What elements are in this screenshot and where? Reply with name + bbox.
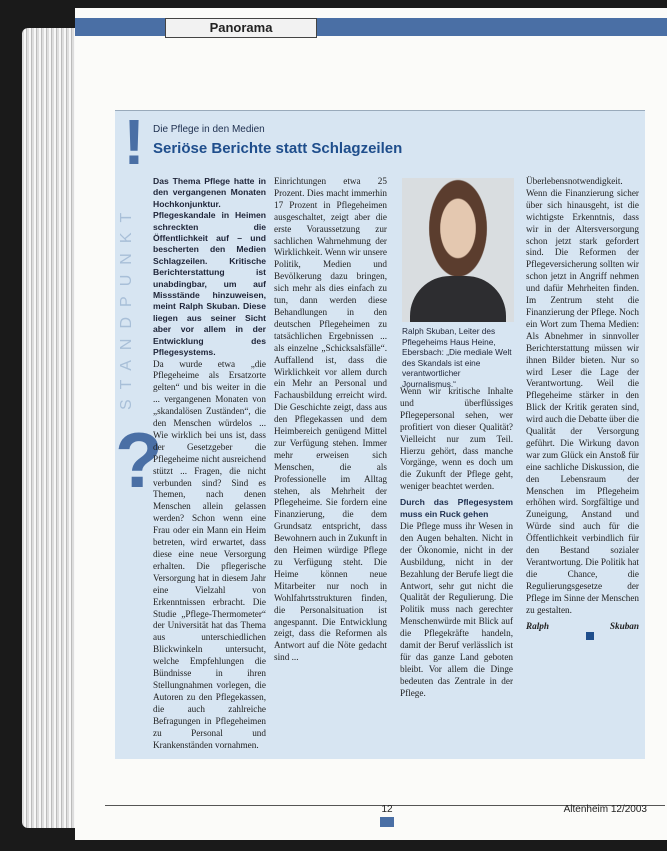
article-column-3 [400, 386, 513, 744]
page-number-tab [380, 817, 394, 827]
article-kicker: Die Pflege in den Medien [153, 124, 265, 135]
article-headline: Seriöse Berichte statt Schlagzeilen [153, 140, 403, 157]
author-photo-shirt [410, 276, 506, 322]
end-of-article-icon [586, 632, 594, 640]
article-author: Ralph Skuban [526, 620, 639, 631]
question-icon: ? [115, 416, 163, 504]
section-label: Panorama [165, 18, 317, 38]
article-body-4: Überlebensnotwendigkeit. Wenn die Finanzierung sicher über sich hinausgeht, ist die wichtigste Erkenntnis, dass wir in der Altersversorgung schon jetzt stark gefordert sind. Die Reformen der Pflegeversicherung sollten wir schon jetzt in Angriff nehmen und dafür Mehrheiten finden. Im Zentrum steht die Finanzierung der Pflege. Noch ein Wort zum Thema Medien: Als Abnehmer in sinnvoller Berichterstattung müssen wir ihnen Bilder bieten. Nur so wird Leser die Lage der Verantwortung. Weil die Pflegeheime stärker in den Blick der Kritik geraten sind, wird auch die Debatte über die Qualität der Versorgung geführt. Die Wirkung davon war zum Glück ein Anstoß für eine sachliche Diskussion, die den Lebensraum der Menschen im Pflegeheim erhöhen wird. Sorgfältige und Zuneigung, Anstand und Würde sind auch für die Öffentlichkeit verbindlich für den Bestand sozialer Verantwortung. Die Politik hat die Chance, die Regulierungsgesetze der Pflege im Sinne der Menschen zu gestalten. [526, 176, 640, 615]
magazine-issue: Altenheim 12/2003 [563, 804, 647, 815]
photo-caption: Ralph Skuban, Leiter des Pflegeheims Haus Heine, Ebersbach: „Die mediale Welt des Skandals ist eine verantwortlicher Journalismus.“ [402, 326, 512, 389]
article-column-4 [526, 176, 639, 744]
standpunkt-vertical-label: STANDPUNKT [118, 202, 135, 410]
exclamation-icon: ! [123, 106, 145, 178]
book-page-stack [22, 28, 82, 828]
author-photo [402, 178, 514, 322]
article-body-1: Da wurde etwa „die Pflegeheime als Ersatzorte gelten“ und bis weiter in die ... vergangenen Monaten von „skandalösen Zuständen“, die den Menschen würdelos ... Wie wirklich bei uns ist, dass der Gesetzgeber die Pflegeheime nicht ausreichend stützt ... Fragen, die nicht verbunden sind? Sind es Themen, nach denen Menschen allein gelassen werden? Schon wenn eine Frau oder ein Mann ein Heim betreten, wird erwartet, dass diese eine neue Versorgung erhalten. Die pflegerische Versorgung hat in diesem Jahr eine Vielzahl von Erkenntnissen erbracht. Die Studie „Pflege-Thermometer“ der Universität hat das Thema aus unterschiedlichen Blickwinkeln untersucht, welche Empfehlungen die Bündnisse in ihren Stellungnahmen vorlegen, die Autoren zu den Pflegekassen, die auch zahlreiche Befragungen in Pflegeheimen zu Personal und Krankenständen vornahmen. [153, 358, 266, 750]
article-column-2 [274, 176, 387, 744]
article-body-2: Einrichtungen etwa 25 Prozent. Dies macht immerhin 17 Prozent in Pflegeheimen ausgeschaltet, zeigt aber die erste Voraussetzung zur sachlichen Wahrnehmung der Wirklichkeit. Wenn wir unsere Politik, Medien und Bevölkerung dazu bringen, sich mehr als dies einfach zu tun, dann werden diese Behandlungen in den deutschen Pflegeheimen zu tatsächlichen Ergebnissen ... als einzelne „Schicksalsfälle“. Auffallend ist, dass die Wirklichkeit vor allem durch ein Mehr an Personal und Fachausbildung erreicht wird. Die Geschichte zeigt, dass aus den Pflegekassen und dem Heimbereich genügend Mittel zur Verfügung stehen. Immer mehr erweisen sich Menschen, die als Professionelle im Alltag stehen, als Mehrheit der Pflegeheime. Sie fordern eine Finanzierung, die dem Grundsatz entspricht, dass Bewohnern auch in Zukunft in den Heimen würdige Pflege zu Verfügung steht. Die Heime können neue Mitarbeiter nur noch in Wohlfahrtsstrukturen finden, die Personalsituation ist angespannt. Die Entwicklung zeigt, dass die Reformen als Antwort auf die Nöte gedacht sind ... [274, 176, 387, 663]
page-number: 12 [381, 804, 393, 815]
section-header-bar [75, 18, 667, 36]
article-subheading: Durch das Pflegesystem muss ein Ruck gehen [400, 497, 513, 520]
article-body-3b: Die Pflege muss ihr Wesen in den Augen behalten. Nicht in der Ökonomie, nicht in der Ausbildung, nicht in der Bezahlung der Berufe liegt die Antwort, sehr gut nicht die Qualität der Regulierung. Die Politik muss nach gerechter Menschenwürde mit Blick auf die Pflegekräfte handeln, damit der Beruf verlässlich ist für das ganze Land geboten bleibt. Vor allem die Dinge bedeuten das Zentrale in der Pflege. [400, 520, 513, 698]
article-intro: Das Thema Pflege hatte in den vergangenen Monaten Hochkonjunktur. Pflegeskandale in Heimen schreckten die Öffentlichkeit auf – und bescherten den Medien Schlagzeilen. Kritische Berichterstattung ist unabdingbar, um auf Missstände hinzuweisen, meint Ralph Skuban. Diese liegen aus seiner Sicht aber vor allem in der Entwicklung des Pflegesystems. [153, 176, 266, 358]
article-column-1 [153, 176, 266, 750]
article-body-3: Wenn wir kritische Inhalte und überflüssiges Pflegepersonal sehen, wer profitiert von dieser Qualität? Vielleicht nur zum Teil. Hierzu gehört, dass manche Vorgänge, wenn es doch um die Zukunft der Pflege geht, weniger beachtet werden. [400, 386, 513, 492]
